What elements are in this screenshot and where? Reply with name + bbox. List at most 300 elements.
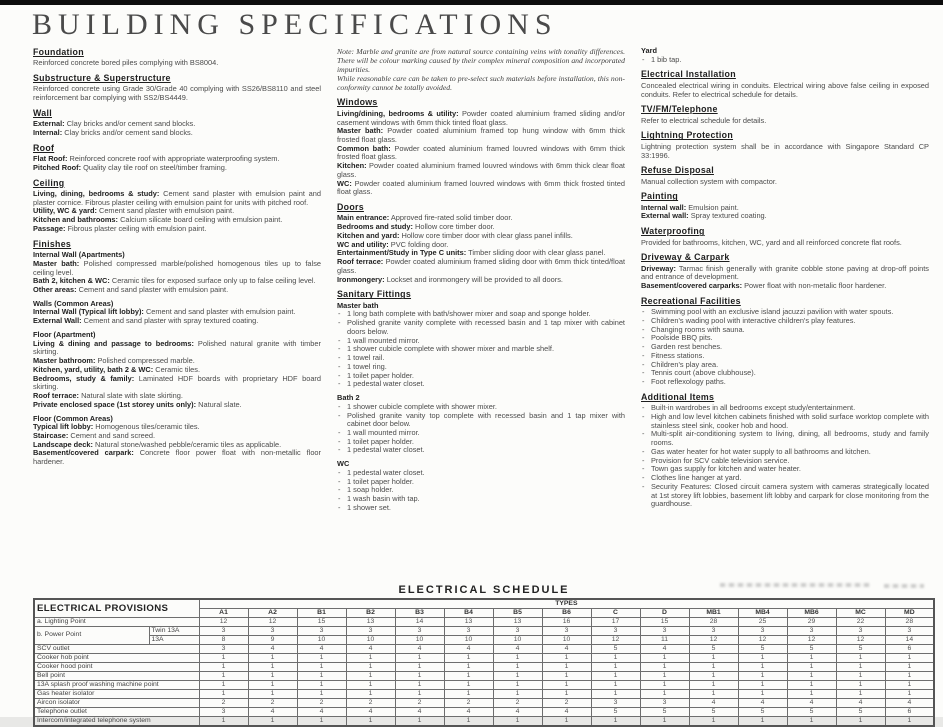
type-column-header: B5 — [493, 609, 542, 618]
value-cell: 1 — [297, 672, 346, 681]
spec-item — [337, 180, 625, 197]
spec-text: Concrete floor power float with non-metallic floor hardener. — [33, 448, 322, 467]
spec-text: Cement and sand plaster with emulsion paint. — [145, 307, 296, 317]
type-column-header: B3 — [395, 609, 444, 618]
spec-item — [337, 145, 625, 162]
value-cell: 3 — [542, 627, 591, 636]
value-cell: 12 — [836, 636, 885, 645]
value-cell: 1 — [493, 672, 542, 681]
spec-text: Cement and sand screed. — [70, 431, 156, 441]
value-cell: 1 — [346, 672, 395, 681]
spec-label: Kitchen: — [337, 161, 367, 171]
spec-text: Polished compressed marble/polished homogenous tiles up to false ceiling level. — [33, 258, 321, 277]
value-cell: 1 — [836, 654, 885, 663]
spec-text: Timber sliding door with clear glass panel. — [468, 248, 606, 258]
provision-label-cell: Telephone outlet — [34, 708, 199, 717]
value-cell: 1 — [738, 681, 787, 690]
value-cell: 5 — [591, 645, 640, 654]
spec-label: Living/dining, bedrooms & utility: — [337, 108, 459, 118]
value-cell: 2 — [542, 699, 591, 708]
provisions-header-cell: ELECTRICAL PROVISIONS — [34, 599, 199, 618]
schedule-row — [34, 717, 934, 727]
value-cell: 1 — [444, 690, 493, 699]
spec-label: Internal wall: — [641, 202, 687, 212]
value-cell: 1 — [297, 654, 346, 663]
section-heading: Wall — [33, 107, 52, 118]
body-paragraph: Concealed electrical wiring in conduits. Electrical wiring above false ceiling in exposed conduits. Refer to electrical schedule for details. — [641, 80, 929, 99]
spec-label: Bedrooms, study & family: — [33, 373, 135, 383]
value-cell: 1 — [542, 663, 591, 672]
bullet-item: - Changing rooms with sauna. — [641, 326, 929, 335]
bullet-item: - Polished granite vanity complete with recessed basin and 1 tap mixer with cabinet doors below. — [337, 319, 625, 336]
value-cell: 13 — [493, 618, 542, 627]
spec-section — [641, 165, 929, 186]
spec-label: Living & dining and passage to bedrooms: — [33, 338, 194, 348]
spec-label: Passage: — [33, 223, 66, 233]
spec-label: Kitchen and bathrooms: — [33, 215, 118, 225]
value-cell: 1 — [444, 717, 493, 727]
value-cell: 4 — [395, 645, 444, 654]
value-cell: 1 — [787, 681, 836, 690]
spec-section — [641, 392, 929, 509]
value-cell: 1 — [738, 672, 787, 681]
spec-text: Emulsion paint. — [688, 202, 739, 212]
value-cell: 2 — [444, 699, 493, 708]
spec-text: Power float with non-metalic floor hardener. — [744, 281, 887, 291]
value-cell: 15 — [640, 618, 689, 627]
value-cell: 4 — [689, 699, 738, 708]
value-cell: 1 — [885, 690, 934, 699]
value-cell: 6 — [885, 708, 934, 717]
schedule-row — [34, 654, 934, 663]
types-header-cell: TYPES — [199, 599, 934, 609]
provision-label-cell: SCV outlet — [34, 645, 199, 654]
spec-text: Powder coated aluminium framed sliding door with 6mm thick tinted/float glass. — [337, 257, 625, 275]
value-cell: 1 — [493, 681, 542, 690]
value-cell: 1 — [689, 690, 738, 699]
provision-label-cell: 13A splash proof washing machine point — [34, 681, 199, 690]
value-cell: 1 — [591, 717, 640, 727]
column-2 — [337, 47, 625, 518]
value-cell: 4 — [444, 708, 493, 717]
bullet-item: - 1 toilet paper holder. — [337, 438, 625, 447]
sub-heading: Internal Wall (Apartments) — [33, 250, 125, 260]
spec-text: Cement sand plaster with emulsion paint and plaster cornice. Fibrous plaster ceiling with emulsion paint for units with pitched roof. — [33, 189, 321, 207]
spec-label: Common bath: — [337, 143, 391, 153]
spec-label: Private enclosed space (1st storey units only): — [33, 399, 197, 409]
bullet-item: - Foot reflexology paths. — [641, 378, 929, 387]
value-cell: 5 — [787, 645, 836, 654]
type-column-header: MC — [836, 609, 885, 618]
spec-text: Clay bricks and/or cement sand blocks. — [66, 119, 196, 129]
bullet-item: - Fitness stations. — [641, 352, 929, 361]
value-cell: 29 — [787, 618, 836, 627]
value-cell: 1 — [346, 663, 395, 672]
spec-text: Powder coated aluminium framed sliding and/or casement windows with 6mm thick tinted float glass. — [337, 108, 625, 127]
value-cell: 1 — [199, 690, 248, 699]
value-cell: 3 — [297, 627, 346, 636]
spec-text: Natural slate. — [198, 399, 242, 409]
value-cell: 14 — [395, 618, 444, 627]
bullet-item: - 1 long bath complete with bath/shower mixer and soap and sponge holder. — [337, 310, 625, 319]
spec-section — [33, 178, 321, 234]
bullet-item: - 1 wash basin with tap. — [337, 495, 625, 504]
section-heading: Additional Items — [641, 391, 715, 402]
spec-section — [641, 69, 929, 99]
section-heading: Sanitary Fittings — [337, 289, 412, 300]
value-cell: 4 — [297, 708, 346, 717]
type-column-header: MB1 — [689, 609, 738, 618]
value-cell: 1 — [542, 672, 591, 681]
spec-item — [641, 282, 929, 291]
value-cell: 1 — [738, 663, 787, 672]
section-heading: Finishes — [33, 238, 72, 249]
value-cell: 8 — [199, 636, 248, 645]
value-cell: 22 — [836, 618, 885, 627]
spec-text: Natural stone/washed pebble/ceramic tiles as applicable. — [95, 439, 282, 449]
value-cell: 3 — [591, 627, 640, 636]
type-column-header: A1 — [199, 609, 248, 618]
sub-heading: WC — [337, 459, 350, 469]
spec-text: Laminated HDF boards with proprietary HDF board skirting. — [33, 373, 321, 392]
section-heading: Doors — [337, 202, 364, 213]
type-column-header: D — [640, 609, 689, 618]
provision-label-cell: Aircon isolator — [34, 699, 199, 708]
spec-section — [641, 226, 929, 247]
value-cell: 1 — [689, 654, 738, 663]
value-cell: 1 — [297, 690, 346, 699]
bullet-item: - 1 shower cubicle complete with shower mixer and marble shelf. — [337, 345, 625, 354]
spec-text: Fibrous plaster ceiling with emulsion paint. — [67, 223, 207, 233]
value-cell: 2 — [346, 699, 395, 708]
value-cell: 2 — [493, 699, 542, 708]
spec-section — [641, 252, 929, 291]
bullet-item: - 1 towel ring. — [337, 363, 625, 372]
spec-text: Hollow core timber door. — [415, 222, 495, 232]
value-cell: 1 — [738, 690, 787, 699]
spec-label: Roof terrace: — [337, 257, 384, 267]
value-cell: 12 — [199, 618, 248, 627]
value-cell: 1 — [395, 690, 444, 699]
spec-text: Ceramic tiles. — [155, 364, 201, 374]
spec-label: Kitchen, yard, utility, bath 2 & WC: — [33, 364, 154, 374]
spec-label: Internal Wall (Typical lift lobby): — [33, 307, 144, 317]
value-cell: 4 — [346, 708, 395, 717]
value-cell: 4 — [248, 708, 297, 717]
sub-heading: Walls (Common Areas) — [33, 298, 114, 308]
value-cell: 5 — [836, 708, 885, 717]
value-cell: 1 — [787, 672, 836, 681]
value-cell: 5 — [787, 708, 836, 717]
spec-item — [641, 265, 929, 282]
sub-heading: Master bath — [337, 300, 379, 310]
value-cell: 14 — [885, 636, 934, 645]
schedule-row — [34, 699, 934, 708]
spec-text: Quality clay tile roof on steel/timber framing. — [83, 162, 227, 172]
bullet-item: - Provision for SCV cable television service. — [641, 457, 929, 466]
provision-label-cell: Intercom/integrated telephone system — [34, 717, 199, 727]
value-cell: 1 — [297, 663, 346, 672]
bullet-item: - Polished granite vanity top complete with recessed basin and 1 tap mixer with cabinet door below. — [337, 412, 625, 429]
value-cell: 1 — [248, 663, 297, 672]
spec-label: Bath 2, kitchen & WC: — [33, 276, 110, 286]
value-cell: 3 — [689, 627, 738, 636]
value-cell: 3 — [199, 708, 248, 717]
value-cell: 1 — [787, 690, 836, 699]
bullet-item: - Children's play area. — [641, 361, 929, 370]
value-cell: 3 — [836, 627, 885, 636]
value-cell: 1 — [640, 690, 689, 699]
spec-section — [33, 47, 321, 68]
type-column-header: B2 — [346, 609, 395, 618]
section-heading: Substructure & Superstructure — [33, 73, 171, 84]
spec-label: Master bathroom: — [33, 356, 96, 366]
spec-section — [337, 47, 625, 92]
spec-item — [33, 225, 321, 234]
value-cell: 13 — [444, 618, 493, 627]
provision-label-cell: a. Lighting Point — [34, 618, 199, 627]
section-heading: TV/FM/Telephone — [641, 104, 718, 115]
value-cell: 1 — [885, 717, 934, 727]
value-cell: 1 — [199, 672, 248, 681]
value-cell: 4 — [787, 699, 836, 708]
value-cell: 17 — [591, 618, 640, 627]
provision-label-cell: b. Power Point — [34, 627, 149, 645]
value-cell: 1 — [199, 717, 248, 727]
type-column-header: C — [591, 609, 640, 618]
provision-label-cell: Cooker hood point — [34, 663, 199, 672]
value-cell: 1 — [640, 672, 689, 681]
value-cell: 4 — [738, 699, 787, 708]
value-cell: 1 — [836, 672, 885, 681]
value-cell: 1 — [199, 681, 248, 690]
spec-item — [337, 110, 625, 127]
spec-item — [337, 162, 625, 179]
value-cell: 1 — [640, 663, 689, 672]
bullet-item: - 1 wall mounted mirror. — [337, 337, 625, 346]
value-cell: 3 — [199, 645, 248, 654]
spec-label: Bedrooms and study: — [337, 222, 413, 232]
value-cell: 1 — [591, 663, 640, 672]
bullet-item: - Security Features: Closed circuit camera system with cameras strategically located at 1st storey lift lobbies, basement lift lobby and carpark for close monitoring from the guardhouse. — [641, 483, 929, 509]
value-cell: 3 — [444, 627, 493, 636]
spec-section — [33, 108, 321, 138]
spec-text: Powder coated aluminium framed top hung window with 6mm thick frosted float glass. — [337, 126, 625, 144]
bullet-item: - 1 pedestal water closet. — [337, 380, 625, 389]
spec-item — [33, 449, 321, 466]
spec-label: Living, dining, bedrooms & study: — [33, 189, 160, 199]
spec-item — [337, 276, 625, 285]
value-cell: 1 — [395, 681, 444, 690]
section-heading: Recreational Facilities — [641, 295, 741, 306]
value-cell: 10 — [395, 636, 444, 645]
value-cell: 15 — [297, 618, 346, 627]
spec-label: Ironmongery: — [337, 274, 385, 284]
value-cell: 1 — [738, 717, 787, 727]
value-cell: 1 — [444, 672, 493, 681]
column-3 — [641, 47, 929, 514]
spec-section — [641, 104, 929, 125]
spec-text: Powder coated aluminium framed louvred windows with 6mm thick clear float glass. — [337, 161, 625, 179]
value-cell: 1 — [836, 690, 885, 699]
value-cell: 3 — [199, 627, 248, 636]
section-heading: Driveway & Carpark — [641, 252, 730, 263]
value-cell: 11 — [640, 636, 689, 645]
value-cell: 4 — [346, 645, 395, 654]
value-cell: 1 — [346, 654, 395, 663]
bullet-item: - 1 wall mounted mirror. — [337, 429, 625, 438]
section-heading: Roof — [33, 142, 55, 153]
section-heading: Waterproofing — [641, 226, 705, 237]
spec-label: External: — [33, 119, 65, 129]
type-column-header: A2 — [248, 609, 297, 618]
schedule-row — [34, 636, 934, 645]
spec-item — [33, 317, 321, 326]
value-cell: 10 — [444, 636, 493, 645]
spec-text: Cement and sand plaster with spray textured coating. — [83, 316, 259, 326]
value-cell: 1 — [640, 717, 689, 727]
spec-section — [337, 97, 625, 197]
spec-text: Polished compressed marble. — [97, 356, 195, 366]
spec-section — [337, 202, 625, 284]
value-cell: 4 — [542, 708, 591, 717]
section-heading: Painting — [641, 191, 679, 202]
spec-label: External wall: — [641, 211, 689, 221]
value-cell: 3 — [640, 627, 689, 636]
value-cell: 5 — [738, 645, 787, 654]
spec-item — [337, 127, 625, 144]
value-cell: 10 — [346, 636, 395, 645]
body-paragraph: Provided for bathrooms, kitchen, WC, yard and all reinforced concrete flat roofs. — [641, 237, 902, 247]
value-cell: 12 — [248, 618, 297, 627]
bullet-item: - Children's wading pool with interactive children's play features. — [641, 317, 929, 326]
value-cell: 1 — [346, 690, 395, 699]
value-cell: 1 — [542, 690, 591, 699]
value-cell: 3 — [885, 627, 934, 636]
value-cell: 1 — [493, 717, 542, 727]
spec-label: Master bath: — [337, 126, 384, 136]
spec-label: Driveway: — [641, 263, 676, 273]
bullet-item: - 1 toilet paper holder. — [337, 372, 625, 381]
value-cell: 4 — [493, 708, 542, 717]
value-cell: 5 — [836, 645, 885, 654]
bullet-item: - Town gas supply for kitchen and water heater. — [641, 465, 929, 474]
schedule-row — [34, 618, 934, 627]
spec-section — [337, 289, 625, 512]
value-cell: 13 — [346, 618, 395, 627]
value-cell: 5 — [689, 645, 738, 654]
bullet-item: - Poolside BBQ pits. — [641, 334, 929, 343]
value-cell: 4 — [297, 645, 346, 654]
bullet-item: - Tennis court (above clubhouse). — [641, 369, 929, 378]
spec-section — [641, 47, 929, 64]
value-cell: 6 — [885, 645, 934, 654]
value-cell: 1 — [885, 654, 934, 663]
value-cell: 5 — [591, 708, 640, 717]
value-cell: 1 — [836, 681, 885, 690]
value-cell: 1 — [885, 681, 934, 690]
section-heading: Electrical Installation — [641, 69, 736, 80]
provision-label-cell: Gas heater isolator — [34, 690, 199, 699]
value-cell: 4 — [444, 645, 493, 654]
spec-label: Flat Roof: — [33, 154, 68, 164]
spec-section — [33, 143, 321, 173]
spec-item — [33, 401, 321, 410]
bullet-item: - Garden rest benches. — [641, 343, 929, 352]
spec-section — [33, 239, 321, 467]
spec-item — [33, 375, 321, 392]
sub-heading: Floor (Common Areas) — [33, 413, 113, 423]
value-cell: 10 — [493, 636, 542, 645]
value-cell: 28 — [689, 618, 738, 627]
spec-label: Main entrance: — [337, 213, 390, 223]
spec-label: Pitched Roof: — [33, 162, 82, 172]
spec-label: Staircase: — [33, 431, 69, 441]
spec-label: Basement/covered carpark: — [33, 448, 134, 458]
value-cell: 16 — [542, 618, 591, 627]
top-border-bar — [0, 0, 943, 5]
electrical-schedule-title: ELECTRICAL SCHEDULE — [398, 584, 570, 596]
schedule-row — [34, 672, 934, 681]
spec-item — [33, 190, 321, 207]
schedule-row — [34, 627, 934, 636]
value-cell: 1 — [199, 663, 248, 672]
spec-label: WC and utility: — [337, 239, 389, 249]
spec-item — [641, 212, 929, 221]
value-cell: 1 — [591, 690, 640, 699]
value-cell: 1 — [787, 717, 836, 727]
section-heading: Refuse Disposal — [641, 165, 714, 176]
value-cell: 1 — [689, 663, 738, 672]
value-cell: 1 — [591, 681, 640, 690]
sub-heading: Floor (Apartment) — [33, 329, 96, 339]
body-paragraph: Refer to electrical schedule for details. — [641, 115, 767, 125]
spec-text: Natural slate with slate skirting. — [81, 391, 183, 401]
value-cell: 1 — [640, 681, 689, 690]
spec-item — [337, 258, 625, 275]
bullet-item: - 1 towel rail. — [337, 354, 625, 363]
value-cell: 4 — [542, 645, 591, 654]
value-cell: 4 — [836, 699, 885, 708]
spec-label: External Wall: — [33, 316, 82, 326]
bullet-item: - Built-in wardrobes in all bedrooms except study/entertainment. — [641, 404, 929, 413]
value-cell: 2 — [297, 699, 346, 708]
value-cell: 2 — [248, 699, 297, 708]
body-paragraph: Lightning protection system shall be in accordance with Singapore Standard CP 33:1996. — [641, 141, 929, 160]
spec-section — [641, 296, 929, 387]
spec-text: Homogenous tiles/ceramic tiles. — [95, 422, 200, 432]
value-cell: 1 — [885, 672, 934, 681]
spec-label: Other areas: — [33, 285, 77, 294]
bullet-item: - High and low level kitchen cabinets finished with solid surface worktop complete with stainless steel sink, cooker hob and hood. — [641, 413, 929, 430]
bullet-item: - Gas water heater for hot water supply to all bathrooms and kitchen. — [641, 448, 929, 457]
value-cell: 1 — [444, 681, 493, 690]
bullet-item: - 1 toilet paper holder. — [337, 478, 625, 487]
value-cell: 1 — [836, 663, 885, 672]
value-cell: 1 — [493, 654, 542, 663]
value-cell: 1 — [395, 717, 444, 727]
value-cell: 1 — [738, 654, 787, 663]
value-cell: 1 — [787, 654, 836, 663]
note-paragraph: While reasonable care can be taken to pre-select such materials before installation, this non-conformity cannot be totally avoided. — [337, 74, 625, 93]
type-column-header: B4 — [444, 609, 493, 618]
spec-label: Utility, WC & yard: — [33, 206, 97, 216]
spec-text: Cement and sand plaster with emulsion paint. — [78, 285, 229, 294]
spec-text: Calcium silicate board ceiling with emulsion paint. — [120, 215, 283, 225]
value-cell: 1 — [542, 654, 591, 663]
value-cell: 5 — [738, 708, 787, 717]
value-cell: 1 — [444, 654, 493, 663]
